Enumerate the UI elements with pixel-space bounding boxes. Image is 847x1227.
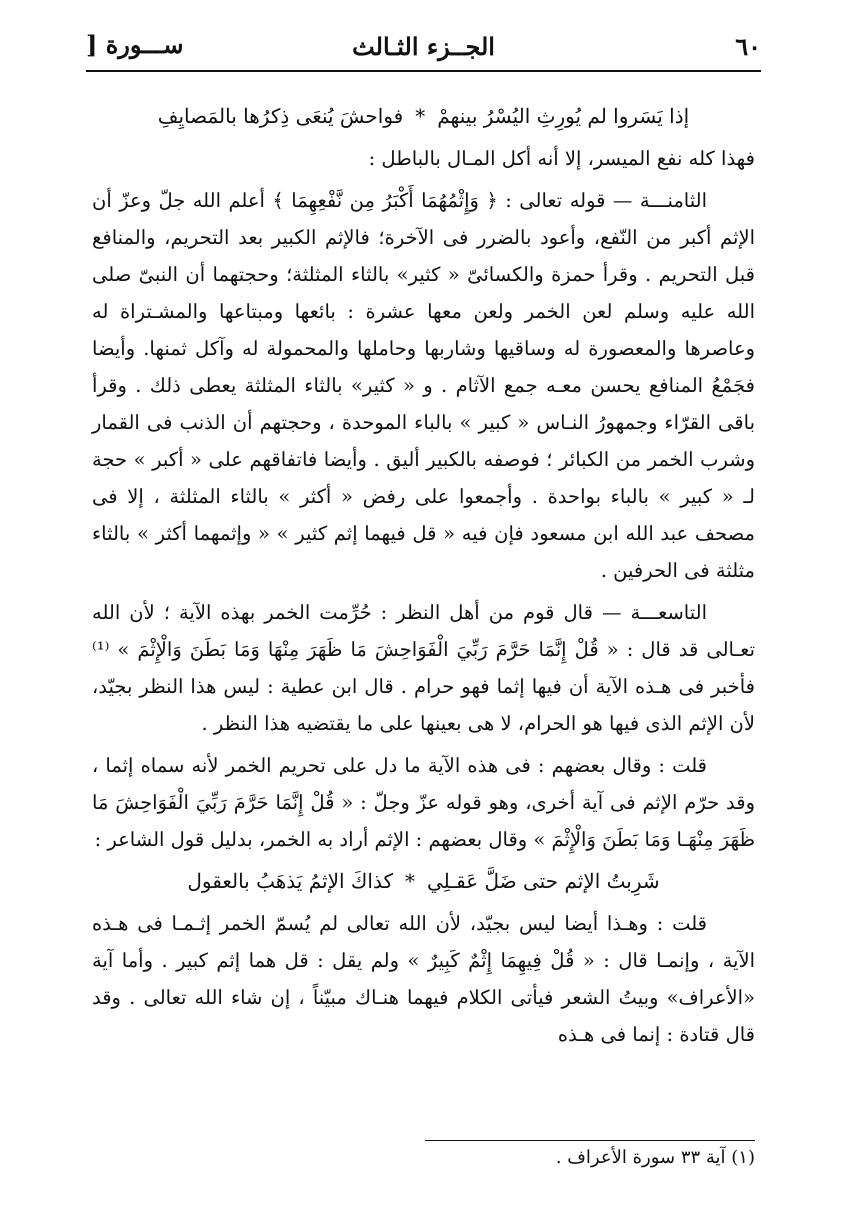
poetry-verse-1: [92, 98, 755, 135]
page-number: ٦٠: [735, 32, 761, 61]
verse-2-second-hemistich: كذاكَ الإثمُ يَذهَبُ بالعقول: [187, 869, 393, 893]
body-text: [92, 98, 755, 1058]
footnote-rule: [425, 1140, 755, 1141]
poetry-verse-2: [92, 863, 755, 900]
verse-1-first-hemistich: إذا يَسَروا لم يُورِثِ اليُسْرُ بينهمْ: [437, 104, 690, 128]
footnote: (١) آية ٣٣ سورة الأعراف .: [555, 1147, 755, 1168]
surah-label: ســـورة [: [86, 30, 184, 59]
verse-2-first-hemistich: شَرِبتُ الإثم حتى ضَلَّ عَقـلِي: [426, 869, 660, 893]
part-title: الجــزء الثـالث: [352, 32, 495, 61]
paragraph-1: فهذا كله نفع الميسر، إلا أنه أكل المـال بالباطل :: [368, 147, 755, 170]
page-header: [86, 28, 761, 68]
paragraph-eighth: الثامنـــة — قوله تعالى : ﴿ وَإِثْمُهُمَا أَكْبَرُ مِن نَّفْعِهِمَا ﴾ أعلم الله جلّ وعزّ أن الإثم أكبر من النّفع، وأعود بالضرر فى الآخرة؛ فالإثم الكبير بعد التحريم، والمنافع قبل التحريم . وقرأ حمزة والكسائىّ « كثير» بالثاء المثلثة؛ وحجتهما أن النبىّ صلى الله عليه وسلم لعن الخمر ولعن معها عشرة : بائعها ومبتاعها والمشـتراة له وعاصرها والمعصورة له وساقيها وشاربها وحاملها والمحمولة له وآكل ثمنها. وأيضا فجَمْعُ المنافع يحسن معـه جمع الآثام . و « كثير» بالثاء المثلثة يعطى ذلك . وقرأ باقى القرّاء وجمهورُ النـاس « كبير » بالباء الموحدة ، وحجتهم أن الذنب فى القمار وشرب الخمر من الكبائر ؛ فوصفه بالكبير أليق . وأيضا فاتفاقهم على « أكبر » حجة لـ « كبير » بالباء بواحدة . وأجمعوا على رفض « أكثر » بالثاء المثلثة ، إلا فى مصحف عبد الله ابن مسعود فإن فيه « قل فيهما إثم كثير » « وإثمهما أكثر » بالثاء مثلثة فى الحرفين .: [92, 189, 755, 582]
paragraph-ninth: التاسعـــة — قال قوم من أهل النظر : حُرِّمت الخمر بهذه الآية ؛ لأن الله تعـالى قد قال : « قُلْ إِنَّمَا حَرَّمَ رَبِّيَ الْفَوَاحِشَ مَا ظَهَرَ مِنْهَا وَمَا بَطَنَ وَالْإِثْمَ » ⁽¹⁾ فأخبر فى هـذه الآية أن فيها إثما فهو حرام . قال ابن عطية : ليس هذا النظر بجيّد، لأن الإثم الذى فيها هو الحرام، لا هى بعينها على ما يقتضيه هذا النظر .: [92, 601, 755, 735]
header-rule: [86, 70, 761, 72]
verse-2-star-separator: *: [404, 869, 415, 893]
paragraph-qultu-2: قلت : وهـذا أيضا ليس بجيّد، لأن الله تعالى لم يُسمّ الخمر إثـمـا فى هـذه الآية ، وإنمـا قال : « قُلْ فِيهِمَا إِثْمٌ كَبِيرٌ » ولم يقل : قل هما إثم كبير . وأما آية «الأعراف» وبيتُ الشعر فيأتى الكلام فيهما هنـاك مبيّناً ، إن شاء الله تعالى . وقد قال قتادة : إنما فى هـذه: [92, 912, 755, 1046]
paragraph-qultu-1: قلت : وقال بعضهم : فى هذه الآية ما دل على تحريم الخمر لأنه سماه إثما ، وقد حرّم الإثم فى آية أخرى، وهو قوله عزّ وجلّ : « قُلْ إِنَّمَا حَرَّمَ رَبِّيَ الْفَوَاحِشَ مَا ظَهَرَ مِنْهَـا وَمَا بَطَنَ وَالْإِثْمَ » وقال بعضهم : الإثم أراد به الخمر، بدليل قول الشاعر :: [92, 754, 755, 851]
verse-1-second-hemistich: فواحشَ يُنعَى ذِكرُها بالمَصايِفِ: [157, 104, 404, 128]
verse-1-star-separator: *: [415, 104, 426, 128]
